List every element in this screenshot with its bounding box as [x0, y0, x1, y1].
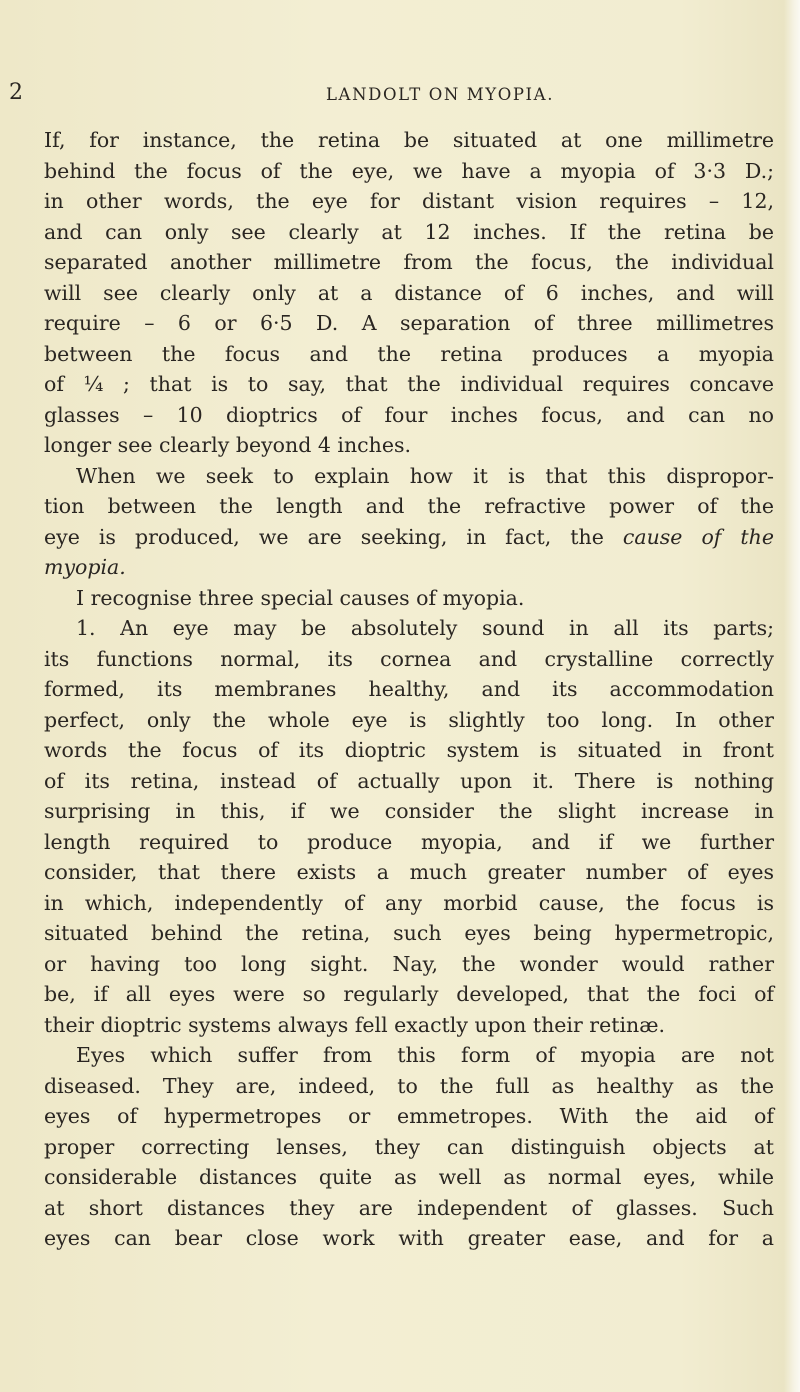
text-line: between the focus and the retina produces a myopia: [44, 341, 774, 366]
text-line: formed, its membranes healthy, and its accommodation: [44, 677, 774, 701]
text-line: length required to produce myopia, and if we further: [44, 829, 774, 854]
page-edge: [784, 0, 800, 1392]
text-line: require – 6 or 6·5 D. A separation of three millimetres: [44, 311, 774, 335]
page-header: [0, 80, 800, 110]
text-line: in which, independently of any morbid cause, the focus is: [44, 890, 774, 915]
page-number: 2: [9, 80, 23, 105]
text-line: tion between the length and the refractive power of the: [44, 494, 774, 518]
text-line: considerable distances quite as well as normal eyes, while: [44, 1165, 774, 1189]
text-line: perfect, only the whole eye is slightly too long. In other: [44, 707, 774, 732]
text-line: eyes of hypermetropes or emmetropes. With the aid of: [44, 1104, 774, 1128]
text-line: their dioptric systems always fell exactly upon their retinæ.: [44, 1012, 665, 1037]
text-line: longer see clearly beyond 4 inches.: [44, 433, 412, 457]
text-line: proper correcting lenses, they can distinguish objects at: [44, 1134, 774, 1159]
text-line: eyes can bear close work with greater ease, and for a: [44, 1226, 774, 1250]
text-line: and can only see clearly at 12 inches. If the retina be: [44, 219, 774, 244]
text-line: myopia.: [44, 555, 126, 579]
text-line: of its retina, instead of actually upon it. There is nothing: [44, 768, 774, 793]
text-line: Eyes which suffer from this form of myopia are not: [76, 1043, 774, 1067]
text-line: be, if all eyes were so regularly developed, that the foci of: [44, 982, 774, 1006]
running-head: LANDOLT ON MYOPIA.: [326, 85, 555, 104]
text-line: surprising in this, if we consider the slight increase in: [44, 799, 774, 823]
text-line: will see clearly only at a distance of 6 inches, and will: [44, 280, 774, 305]
text-line: separated another millimetre from the focus, the individual: [44, 250, 774, 274]
text-line: situated behind the retina, such eyes being hypermetropic,: [44, 921, 774, 945]
text-line: of ¼ ; that is to say, that the individual requires concave: [44, 372, 774, 396]
text-line: or having too long sight. Nay, the wonder would rather: [44, 951, 774, 976]
text-line: eye is produced, we are seeking, in fact, the cause of the: [44, 524, 774, 549]
text-line: behind the focus of the eye, we have a myopia of 3·3 D.;: [44, 158, 774, 183]
text-line: If, for instance, the retina be situated at one millimetre: [44, 128, 774, 152]
text-line: words the focus of its dioptric system is situated in front: [44, 738, 774, 762]
italic-phrase: cause of the: [622, 524, 774, 549]
text-line: 1. An eye may be absolutely sound in all its parts;: [76, 616, 774, 640]
text-line: in other words, the eye for distant vision requires – 12,: [44, 189, 774, 213]
text-line: consider, that there exists a much greater number of eyes: [44, 860, 774, 884]
text-line: glasses – 10 dioptrics of four inches focus, and can no: [44, 402, 774, 427]
text-line: diseased. They are, indeed, to the full as healthy as the: [44, 1073, 774, 1098]
text-line: I recognise three special causes of myopia.: [76, 585, 525, 610]
text-line: its functions normal, its cornea and crystalline correctly: [44, 646, 774, 671]
text-line: When we seek to explain how it is that this dispropor-: [76, 463, 774, 488]
text-line: at short distances they are independent of glasses. Such: [44, 1195, 774, 1220]
